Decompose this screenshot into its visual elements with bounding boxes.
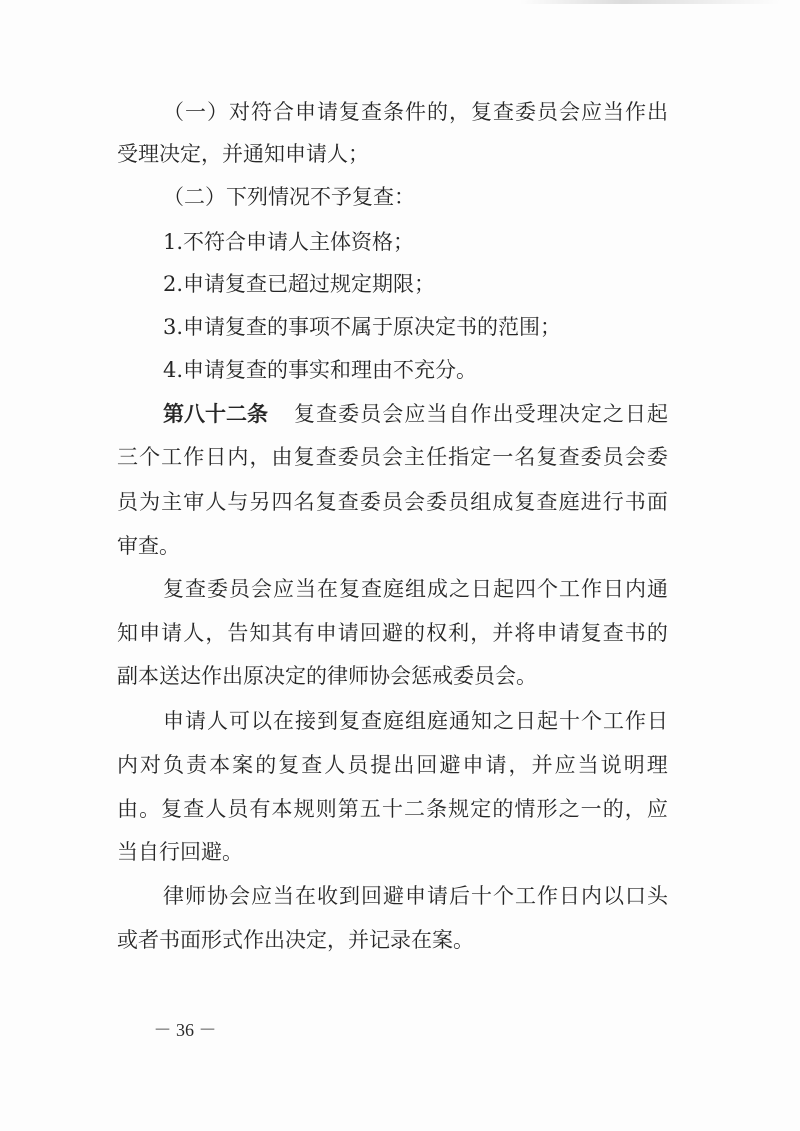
text-char: 规 — [448, 797, 470, 821]
text-char: 日 — [471, 577, 492, 601]
text-char: 一 — [492, 445, 514, 469]
text-char: 员 — [117, 490, 138, 514]
text-char: ， — [205, 621, 227, 645]
text-line-19 — [163, 881, 668, 911]
text-char: 委 — [338, 402, 360, 426]
text-char: 委 — [207, 577, 228, 601]
text-char: 员 — [229, 577, 250, 601]
text-char: 应 — [273, 577, 294, 601]
text-char: 查 — [183, 797, 205, 821]
text-char: 条 — [383, 100, 404, 124]
text-char: 面 — [646, 490, 668, 514]
text-char: 组 — [470, 490, 492, 514]
text-line-1 — [163, 97, 668, 127]
text-char: 定 — [470, 797, 492, 821]
text-char: 其 — [271, 621, 293, 645]
text-char: 五 — [359, 797, 381, 821]
text-char: ， — [624, 797, 646, 821]
text-char: 作 — [537, 884, 558, 908]
text-char: 庭 — [383, 577, 404, 601]
text-char: 之 — [493, 709, 514, 733]
text-char: 回 — [416, 753, 438, 777]
text-char: 进 — [580, 490, 602, 514]
text-char: 委 — [646, 445, 668, 469]
text-char: 人 — [183, 621, 205, 645]
text-char: 委 — [359, 490, 381, 514]
text-char: 当 — [273, 884, 294, 908]
text-char: 书 — [624, 490, 646, 514]
scan-edge-mark — [520, 0, 780, 4]
text-char: 工 — [603, 709, 624, 733]
text-char: 庭 — [383, 709, 404, 733]
text-char: 应 — [404, 402, 426, 426]
text-line-7: 4.申请复查的事实和理由不充分。 — [163, 358, 478, 382]
text-char: 员 — [227, 797, 249, 821]
text-char: 知 — [117, 621, 138, 645]
text-line-16 — [117, 750, 668, 780]
text-char: 案 — [232, 753, 254, 777]
text-char: 申 — [315, 621, 337, 645]
text-line-6: 3.申请复查的事项不属于原决定书的范围； — [163, 315, 562, 339]
text-char: 在 — [273, 709, 294, 733]
text-char: 符 — [251, 100, 272, 124]
text-char: ） — [207, 100, 228, 124]
text-char: 个 — [493, 884, 514, 908]
text-char: 回 — [359, 621, 381, 645]
text-char: 委 — [337, 445, 359, 469]
text-char: 作 — [581, 577, 602, 601]
text-char: 请 — [485, 753, 507, 777]
text-char: 复 — [278, 753, 300, 777]
text-line-10 — [117, 487, 668, 517]
text-char: 本 — [271, 797, 293, 821]
text-char: 负 — [163, 753, 185, 777]
text-char: 复 — [339, 577, 360, 601]
text-char: 工 — [559, 577, 580, 601]
text-char: 应 — [581, 100, 602, 124]
text-char: 查 — [361, 100, 382, 124]
text-char: 十 — [559, 709, 580, 733]
text-char: 出 — [647, 100, 668, 124]
text-char: 会 — [382, 402, 404, 426]
text-char: 个 — [581, 709, 602, 733]
text-char: 避 — [381, 621, 403, 645]
text-line-15 — [163, 706, 668, 736]
page-number: － 36 － — [153, 1020, 217, 1040]
text-char: 个 — [537, 577, 558, 601]
text-char: 成 — [427, 577, 448, 601]
text-char: 查 — [558, 445, 580, 469]
text-char: 请 — [317, 100, 338, 124]
text-char: 提 — [370, 753, 392, 777]
text-char: 形 — [536, 797, 558, 821]
text-char: 行 — [602, 490, 624, 514]
text-char: 避 — [383, 884, 404, 908]
text-char: 组 — [405, 577, 426, 601]
text-char: 之 — [449, 577, 470, 601]
article-82-line — [163, 399, 668, 429]
text-char: 头 — [647, 884, 668, 908]
text-char: 的 — [602, 797, 624, 821]
text-char: 对 — [229, 100, 250, 124]
text-char: ， — [449, 100, 470, 124]
text-char: 收 — [317, 884, 338, 908]
text-char: 复 — [580, 621, 602, 645]
text-char: 委 — [426, 490, 448, 514]
text-char: 出 — [393, 753, 415, 777]
text-char: 员 — [448, 490, 470, 514]
text-char: 由 — [271, 445, 293, 469]
text-char: 查 — [361, 577, 382, 601]
text-char: 规 — [293, 797, 315, 821]
text-char: 十 — [381, 797, 403, 821]
article-number: 第八十二条 — [163, 402, 268, 426]
text-char: 以 — [603, 884, 624, 908]
text-char: 当 — [603, 100, 624, 124]
text-line-13 — [117, 618, 668, 648]
text-char: 复 — [339, 100, 360, 124]
text-char: 当 — [577, 753, 599, 777]
text-char: 知 — [249, 621, 271, 645]
text-char: 的 — [646, 621, 668, 645]
text-char: 第 — [337, 797, 359, 821]
text-char: 复 — [293, 445, 315, 469]
text-line-12 — [163, 574, 668, 604]
text-char: ， — [508, 753, 530, 777]
text-char: 十 — [471, 884, 492, 908]
text-char: 件 — [405, 100, 426, 124]
text-char: 通 — [449, 709, 470, 733]
text-char: 复 — [339, 709, 360, 733]
text-char: 申 — [462, 753, 484, 777]
text-line-20: 或者书面形式作出决定，并记录在案。 — [117, 928, 474, 952]
text-char: 复 — [163, 577, 184, 601]
text-char: 日 — [205, 445, 227, 469]
text-char: 日 — [559, 884, 580, 908]
text-char: 个 — [139, 445, 161, 469]
text-char: 说 — [600, 753, 622, 777]
text-char: 二 — [404, 797, 426, 821]
text-char: 权 — [426, 621, 448, 645]
text-char: 主 — [161, 490, 183, 514]
text-char: 以 — [251, 709, 272, 733]
text-char: 作 — [625, 100, 646, 124]
text-char: 委 — [580, 445, 602, 469]
text-char: 为 — [139, 490, 161, 514]
text-line-17 — [117, 794, 668, 824]
text-char: 任 — [426, 445, 448, 469]
text-char: 主 — [404, 445, 426, 469]
text-char: 到 — [317, 709, 338, 733]
text-char: 查 — [315, 445, 337, 469]
text-char: 通 — [647, 577, 668, 601]
text-char: 复 — [536, 445, 558, 469]
text-char: 利 — [448, 621, 470, 645]
text-char: 成 — [492, 490, 514, 514]
text-char: 起 — [647, 402, 668, 426]
text-char: 由 — [117, 797, 138, 821]
text-char: 四 — [271, 490, 293, 514]
text-char: 自 — [448, 402, 470, 426]
text-char: 庭 — [427, 709, 448, 733]
text-char: 与 — [227, 490, 249, 514]
text-line-18: 当自行回避。 — [117, 840, 243, 864]
text-char: 一 — [185, 100, 206, 124]
text-char: 复 — [294, 402, 315, 426]
text-char: 四 — [515, 577, 536, 601]
text-char: 起 — [493, 577, 514, 601]
text-char: 人 — [207, 709, 228, 733]
text-char: 内 — [625, 577, 646, 601]
text-char: 明 — [623, 753, 645, 777]
text-char: 应 — [251, 884, 272, 908]
text-char: 决 — [558, 402, 580, 426]
text-char: 内 — [227, 445, 249, 469]
text-char: 会 — [624, 445, 646, 469]
text-char: 查 — [493, 100, 514, 124]
text-char: 请 — [337, 621, 359, 645]
text-char: 审 — [183, 490, 205, 514]
text-char: 起 — [537, 709, 558, 733]
text-char: 有 — [249, 797, 271, 821]
text-char: 的 — [255, 753, 277, 777]
text-char: 复 — [315, 490, 337, 514]
text-char: 律 — [163, 884, 184, 908]
text-char: 名 — [293, 490, 315, 514]
text-line-4: 1.不符合申请人主体资格； — [163, 230, 415, 254]
text-char: 员 — [537, 100, 558, 124]
text-char: 作 — [183, 445, 205, 469]
text-char: 查 — [316, 402, 338, 426]
text-char: 之 — [602, 402, 624, 426]
text-char: 查 — [361, 709, 382, 733]
text-char: 申 — [295, 100, 316, 124]
text-line-2: 受理决定，并通知申请人； — [117, 142, 369, 166]
text-char: 接 — [295, 709, 316, 733]
text-char: 查 — [301, 753, 323, 777]
text-char: 会 — [559, 100, 580, 124]
text-char: 申 — [163, 709, 184, 733]
text-char: 复 — [161, 797, 183, 821]
text-char: 情 — [514, 797, 536, 821]
text-char: 员 — [381, 490, 403, 514]
text-char: 会 — [251, 577, 272, 601]
text-char: 请 — [427, 884, 448, 908]
text-char: 书 — [624, 621, 646, 645]
text-char: 应 — [554, 753, 576, 777]
text-char: 的 — [492, 797, 514, 821]
text-char: 另 — [249, 490, 271, 514]
text-char: 会 — [404, 490, 426, 514]
text-char: 并 — [531, 753, 553, 777]
text-char: 组 — [405, 709, 426, 733]
text-char: 三 — [117, 445, 138, 469]
text-char: 定 — [470, 445, 492, 469]
text-line-5: 2.申请复查已超过规定期限； — [163, 272, 436, 296]
text-char: 委 — [515, 100, 536, 124]
text-char: 指 — [448, 445, 470, 469]
text-char: 申 — [536, 621, 558, 645]
text-char: 查 — [536, 490, 558, 514]
text-char: 的 — [404, 621, 426, 645]
text-char: 人 — [324, 753, 346, 777]
text-char: 请 — [558, 621, 580, 645]
text-char: 人 — [205, 490, 227, 514]
text-char: 复 — [471, 100, 492, 124]
text-char: 到 — [339, 884, 360, 908]
text-char: 后 — [449, 884, 470, 908]
text-char: 当 — [426, 402, 448, 426]
text-char: 工 — [515, 884, 536, 908]
text-char: 的 — [427, 100, 448, 124]
text-char: 复 — [514, 490, 536, 514]
text-char: 理 — [536, 402, 558, 426]
text-char: 定 — [580, 402, 602, 426]
text-char: 出 — [492, 402, 514, 426]
text-char: 申 — [405, 884, 426, 908]
text-char: 会 — [229, 884, 250, 908]
text-char: 庭 — [558, 490, 580, 514]
text-char: ， — [470, 621, 492, 645]
text-char: 知 — [471, 709, 492, 733]
text-char: 人 — [205, 797, 227, 821]
text-char: 员 — [347, 753, 369, 777]
text-char: 日 — [515, 709, 536, 733]
text-char: 理 — [646, 753, 668, 777]
text-char: 责 — [186, 753, 208, 777]
text-char: 协 — [207, 884, 228, 908]
text-char: 查 — [185, 577, 206, 601]
text-char: 一 — [580, 797, 602, 821]
text-line-9 — [117, 442, 668, 472]
text-char: 合 — [273, 100, 294, 124]
text-char: 会 — [381, 445, 403, 469]
text-char: 请 — [161, 621, 183, 645]
text-char: 在 — [317, 577, 338, 601]
text-char: 申 — [139, 621, 161, 645]
text-line-3: （二）下列情况不予复查： — [163, 185, 415, 209]
text-char: 在 — [295, 884, 316, 908]
text-char: 受 — [514, 402, 536, 426]
text-char: 可 — [229, 709, 250, 733]
text-char: 日 — [647, 709, 668, 733]
text-char: 回 — [361, 884, 382, 908]
text-char: 员 — [602, 445, 624, 469]
text-char: 内 — [581, 884, 602, 908]
text-char: 则 — [315, 797, 337, 821]
text-char: 将 — [514, 621, 536, 645]
text-char: 作 — [470, 402, 492, 426]
text-char: 应 — [646, 797, 668, 821]
text-char: 作 — [625, 709, 646, 733]
text-char: 。 — [139, 797, 161, 821]
text-char: 当 — [295, 577, 316, 601]
text-char: 本 — [209, 753, 231, 777]
text-char: 师 — [185, 884, 206, 908]
text-char: 员 — [360, 402, 382, 426]
text-char: 避 — [439, 753, 461, 777]
text-line-11: 审查。 — [117, 534, 180, 558]
text-char: 日 — [603, 577, 624, 601]
article-82-text — [294, 399, 668, 429]
text-char: 日 — [624, 402, 646, 426]
text-char: 口 — [625, 884, 646, 908]
text-char: 内 — [117, 753, 138, 777]
text-char: 对 — [140, 753, 162, 777]
text-char: 条 — [426, 797, 448, 821]
text-char: 工 — [161, 445, 183, 469]
text-char: ， — [249, 445, 271, 469]
text-char: 名 — [514, 445, 536, 469]
text-char: 查 — [602, 621, 624, 645]
text-char: 有 — [293, 621, 315, 645]
text-char: 员 — [359, 445, 381, 469]
text-char: 并 — [492, 621, 514, 645]
text-char: 之 — [558, 797, 580, 821]
text-char: （ — [163, 100, 184, 124]
text-char: 请 — [185, 709, 206, 733]
text-char: 告 — [227, 621, 249, 645]
text-char: 查 — [337, 490, 359, 514]
text-line-14: 副本送达作出原决定的律师协会惩戒委员会。 — [117, 664, 537, 688]
